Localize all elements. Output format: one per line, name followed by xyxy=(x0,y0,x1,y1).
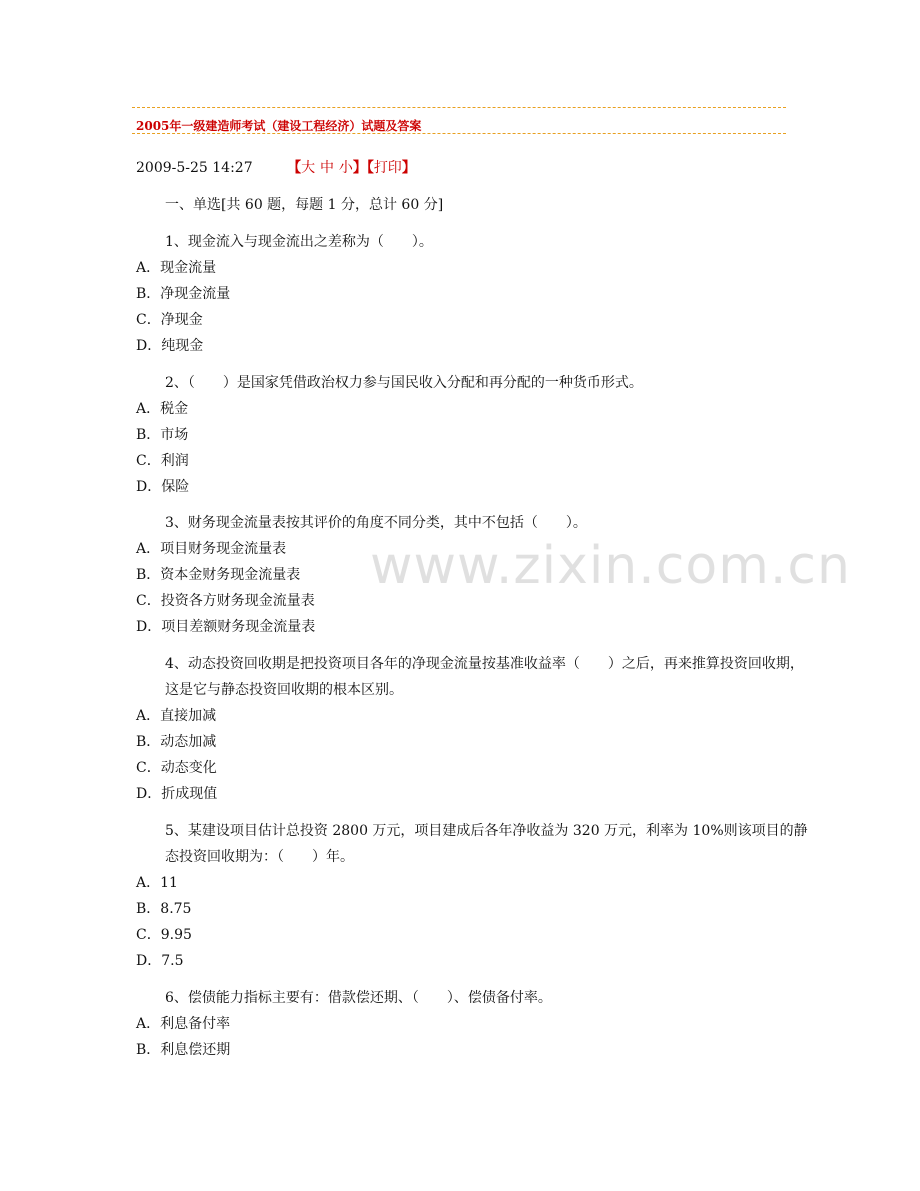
publish-date: 2009-5-25 14:27 xyxy=(136,160,253,176)
q5-option-c: C．9.95 xyxy=(136,927,192,943)
q1-option-a: A．现金流量 xyxy=(136,260,217,276)
question-2: 2、（ ）是国家凭借政治权力参与国民收入分配和再分配的一种货币形式。 xyxy=(165,375,643,391)
watermark: www.zixin.com.cn xyxy=(370,536,851,596)
q5-option-a: A．11 xyxy=(136,875,178,891)
q6-option-b: B．利息偿还期 xyxy=(136,1042,231,1058)
q2-option-b: B．市场 xyxy=(136,427,189,443)
q3-option-a: A．项目财务现金流量表 xyxy=(136,541,287,557)
q3-option-c: C．投资各方财务现金流量表 xyxy=(136,593,315,609)
q4-option-d: D．折成现值 xyxy=(136,786,218,802)
font-size-controls xyxy=(287,160,416,176)
q1-option-d: D．纯现金 xyxy=(136,338,204,354)
size-bracket-open: 【 xyxy=(287,160,302,176)
font-size-medium-link[interactable]: 中 xyxy=(319,160,334,176)
q3-option-b: B．资本金财务现金流量表 xyxy=(136,567,301,583)
header-bottom-divider xyxy=(132,133,786,134)
question-1: 1、现金流入与现金流出之差称为（ ）。 xyxy=(165,234,433,250)
q2-option-a: A．税金 xyxy=(136,401,189,417)
page-title: 2005年一级建造师考试（建设工程经济）试题及答案 xyxy=(136,119,422,133)
q2-option-d: D．保险 xyxy=(136,479,190,495)
print-bracket-close: 】 xyxy=(401,160,416,176)
section-heading: 一、单选[共 60 题，每题 1 分，总计 60 分] xyxy=(165,197,444,213)
q3-option-d: D．项目差额财务现金流量表 xyxy=(136,619,316,635)
q4-option-b: B．动态加减 xyxy=(136,734,217,750)
question-5: 5、某建设项目估计总投资 2800 万元，项目建成后各年净收益为 320 万元，利率为 10%则该项目的静态投资回收期为：（ ）年。 xyxy=(165,823,808,865)
q1-option-b: B．净现金流量 xyxy=(136,286,231,302)
question-6: 6、偿债能力指标主要有：借款偿还期、（ ）、偿债备付率。 xyxy=(165,990,552,1006)
article-meta xyxy=(136,157,416,177)
font-size-large-link[interactable]: 大 xyxy=(301,160,316,176)
q4-option-a: A．直接加减 xyxy=(136,708,217,724)
q2-option-c: C．利润 xyxy=(136,453,189,469)
question-3: 3、财务现金流量表按其评价的角度不同分类，其中不包括（ ）。 xyxy=(165,515,587,531)
q4-option-c: C．动态变化 xyxy=(136,760,217,776)
size-bracket-close: 】 xyxy=(352,160,367,176)
header-top-divider xyxy=(132,107,786,108)
print-link[interactable]: 打印 xyxy=(373,160,402,176)
q1-option-c: C．净现金 xyxy=(136,312,203,328)
q5-option-b: B．8.75 xyxy=(136,901,192,917)
q6-option-a: A．利息备付率 xyxy=(136,1016,231,1032)
question-4: 4、动态投资回收期是把投资项目各年的净现金流量按基准收益率（ ）之后，再来推算投资回收期，这是它与静态投资回收期的根本区别。 xyxy=(165,656,804,698)
q5-option-d: D．7.5 xyxy=(136,953,184,969)
font-size-small-link[interactable]: 小 xyxy=(338,160,353,176)
print-bracket-open: 【 xyxy=(366,160,374,176)
